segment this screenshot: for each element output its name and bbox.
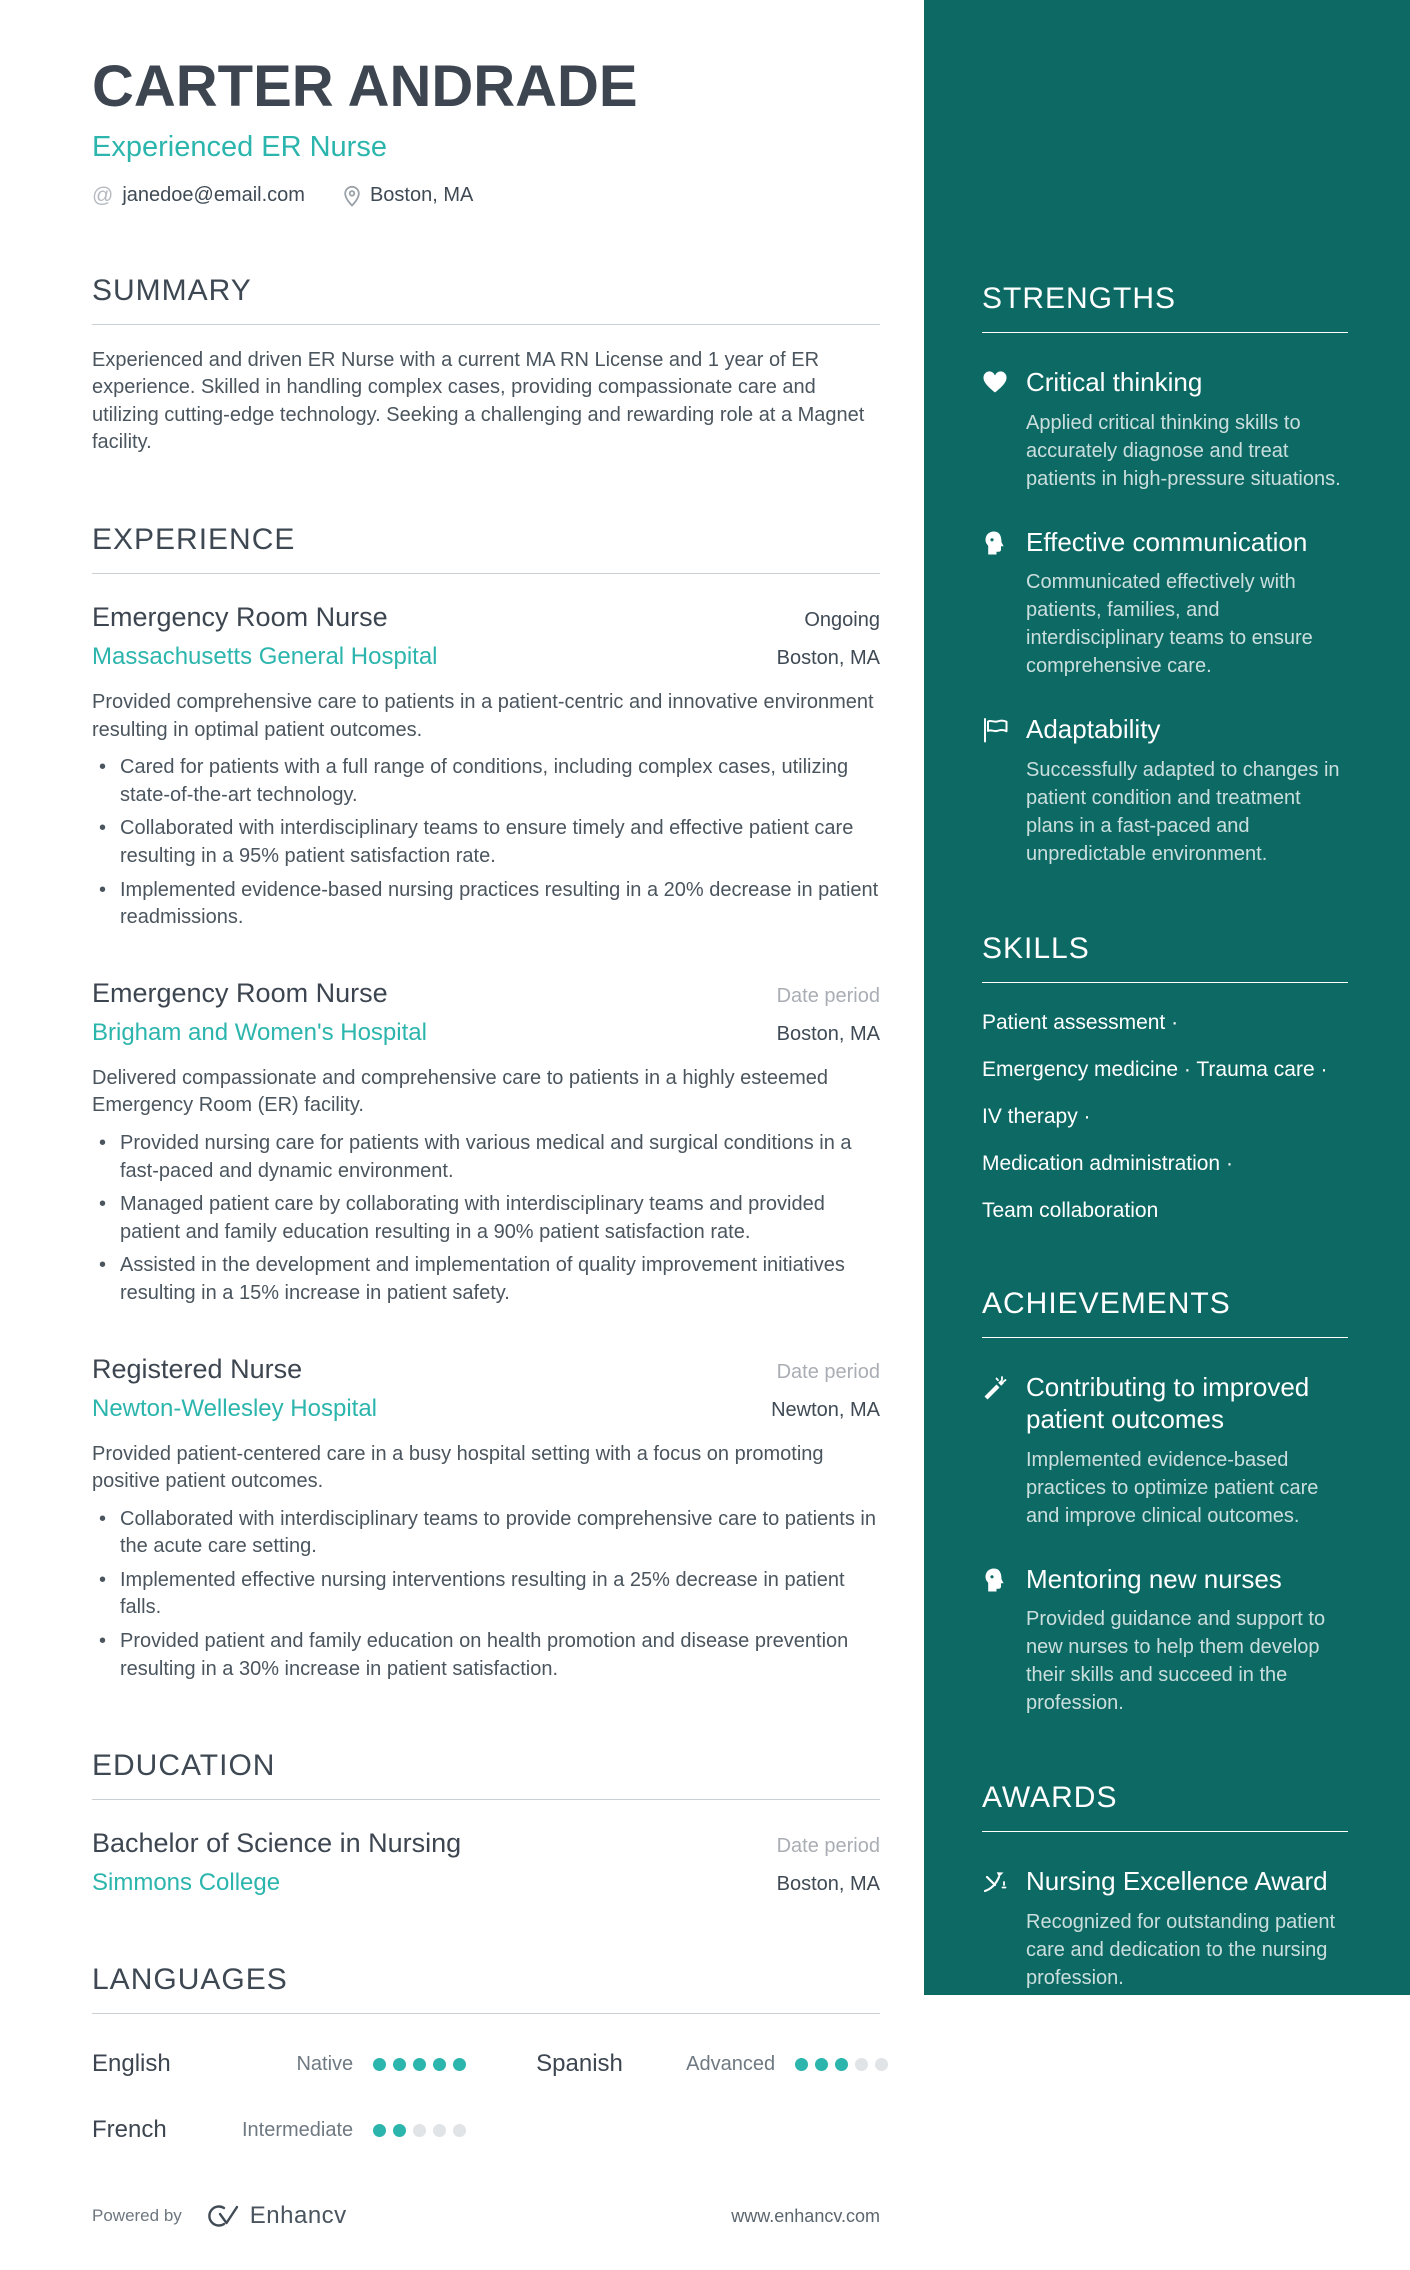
school-name: Simmons College: [92, 1869, 281, 1897]
rating-dot: [855, 2058, 868, 2071]
awards-heading: AWARDS: [982, 1781, 1348, 1832]
award-title: Nursing Excellence Award: [1026, 1866, 1328, 1897]
strengths-heading: STRENGTHS: [982, 282, 1348, 333]
language-level: Intermediate: [242, 2118, 354, 2141]
language-rating-dots: [373, 2124, 466, 2137]
skills-heading: SKILLS: [982, 932, 1348, 983]
job-bullet: • Cared for patients with a full range of conditions, including complex cases, utilizing state-of-the-art technology.: [92, 754, 880, 809]
heart-icon: [982, 367, 1026, 493]
job-bullet-list: [92, 1506, 880, 1684]
language-item-french: [92, 2116, 466, 2144]
award-text: Recognized for outstanding patient care and dedication to the nursing profession.: [1026, 1911, 1336, 1990]
magic-wand-icon: [982, 1372, 1026, 1529]
rating-dot: [433, 2124, 446, 2137]
rating-dot: [875, 2058, 888, 2071]
language-name: French: [92, 2116, 167, 2144]
degree-title: Bachelor of Science in Nursing: [92, 1828, 462, 1859]
rating-dot: [413, 2124, 426, 2137]
language-level: Native: [296, 2052, 354, 2075]
strength-title: Critical thinking: [1026, 367, 1203, 397]
experience-entry-3: [92, 1354, 880, 1684]
strength-text: Applied critical thinking skills to accurately diagnose and treat patients in high-pressure situations.: [1026, 411, 1341, 490]
strength-item-critical-thinking: [982, 367, 1348, 493]
language-name: English: [92, 2050, 171, 2078]
language-rating-dots: [795, 2058, 888, 2071]
job-title: Emergency Room Nurse: [92, 977, 388, 1008]
job-description: Provided patient-centered care in a busy hospital setting with a focus on promoting positive patient outcomes.: [92, 1442, 824, 1493]
job-location: Boston, MA: [776, 1022, 880, 1045]
job-company: Brigham and Women's Hospital: [92, 1018, 427, 1046]
job-head: [92, 978, 880, 1047]
job-bullet: • Collaborated with interdisciplinary teams to provide comprehensive care to patients in the acute care setting.: [92, 1506, 880, 1561]
language-item-english: [92, 2050, 466, 2078]
rating-dot: [453, 2058, 466, 2071]
achievement-item-patient-outcomes: [982, 1372, 1348, 1529]
experience-heading: EXPERIENCE: [92, 523, 880, 574]
achievement-text: Provided guidance and support to new nurses to help them develop their skills and succeed in the profession.: [1026, 1608, 1326, 1715]
rating-dot: [433, 2058, 446, 2071]
strengths-section: [982, 282, 1348, 868]
languages-heading: LANGUAGES: [92, 1963, 880, 2014]
language-level: Advanced: [686, 2052, 776, 2075]
job-bullet: • Implemented effective nursing interventions resulting in a 25% decrease in patient falls.: [92, 1567, 880, 1622]
achievement-title: Contributing to improved patient outcomes: [1026, 1372, 1310, 1434]
summary-section: [92, 274, 880, 457]
rating-dot: [373, 2124, 386, 2137]
job-head: [92, 602, 880, 671]
experience-section: [92, 523, 880, 1683]
location-pin-icon: [343, 185, 361, 207]
education-head: [92, 1828, 880, 1897]
rating-dot: [413, 2058, 426, 2071]
strength-title: Adaptability: [1026, 714, 1161, 745]
job-date: Date period: [776, 984, 880, 1007]
job-bullet: • Collaborated with interdisciplinary teams to ensure timely and effective patient care resulting in a 95% patient satisfaction rate.: [92, 815, 880, 870]
achievement-body: [1026, 1372, 1348, 1529]
experience-entry-2: [92, 978, 880, 1308]
education-location: Boston, MA: [776, 1873, 880, 1896]
skills-section: [982, 932, 1348, 1223]
language-name: Spanish: [536, 2050, 623, 2078]
award-body: [1026, 1866, 1348, 1992]
skill-line: Patient assessment ·: [982, 1011, 1179, 1035]
summary-text: Experienced and driven ER Nurse with a current MA RN License and 1 year of ER experience. Skilled in handling complex cases, providing compassionate care and utilizing cutting-edge technology. Seeking a challenging and rewarding role at a Magnet facility.: [92, 348, 865, 454]
job-description: Delivered compassionate and comprehensive care to patients in a highly esteemed Emergency Room (ER) facility.: [92, 1066, 828, 1117]
job-bullet-list: [92, 754, 880, 932]
job-title: Registered Nurse: [92, 1353, 303, 1384]
job-location: Newton, MA: [771, 1398, 880, 1421]
contact-email[interactable]: [92, 184, 305, 208]
rating-dot: [835, 2058, 848, 2071]
person-title: Experienced ER Nurse: [92, 130, 387, 163]
summary-heading: SUMMARY: [92, 274, 880, 325]
job-description: Provided comprehensive care to patients in a patient-centric and innovative environment resulting in optimal patient outcomes.: [92, 691, 874, 741]
achievement-text: Implemented evidence-based practices to optimize patient care and improve clinical outcomes.: [1026, 1448, 1319, 1527]
education-date: Date period: [776, 1835, 880, 1858]
head-silhouette-icon: [982, 1564, 1026, 1718]
email-at-icon: @: [92, 183, 114, 207]
strength-text: Successfully adapted to changes in patient condition and treatment plans in a fast-paced and unpredictable environment.: [1026, 759, 1340, 866]
languages-section: [92, 1963, 880, 2144]
skills-list: [982, 1011, 1348, 1223]
language-rating-dots: [373, 2058, 466, 2071]
rating-dot: [795, 2058, 808, 2071]
rating-dot: [393, 2058, 406, 2071]
rating-dot: [393, 2124, 406, 2137]
job-date: Ongoing: [804, 609, 880, 631]
strength-item-adaptability: [982, 714, 1348, 868]
job-company: Massachusetts General Hospital: [92, 643, 438, 670]
rating-dot: [373, 2058, 386, 2071]
award-icon: [982, 1866, 1026, 1992]
rating-dot: [453, 2124, 466, 2137]
job-bullet: • Provided patient and family education on health promotion and disease prevention resulting in a 30% increase in patient satisfaction.: [92, 1628, 880, 1683]
job-location: Boston, MA: [776, 647, 880, 669]
person-name: CARTER ANDRADE: [92, 54, 638, 119]
strength-body: [1026, 367, 1348, 493]
awards-section: [982, 1781, 1348, 1992]
achievement-body: [1026, 1564, 1348, 1718]
language-item-spanish: [536, 2050, 888, 2078]
footer: [92, 2202, 880, 2270]
email-text: janedoe@email.com: [122, 184, 305, 207]
achievements-section: [982, 1287, 1348, 1717]
achievements-heading: ACHIEVEMENTS: [982, 1287, 1348, 1338]
contact-location: [343, 184, 473, 207]
education-heading: EDUCATION: [92, 1749, 880, 1800]
strength-title: Effective communication: [1026, 526, 1308, 557]
skill-line: Team collaboration: [982, 1199, 1159, 1223]
enhancv-logo-icon: [198, 2203, 240, 2229]
education-section: [92, 1749, 880, 1897]
experience-entry-1: [92, 602, 880, 932]
achievement-item-mentoring: [982, 1564, 1348, 1718]
skill-line: Emergency medicine · Trauma care ·: [982, 1058, 1328, 1082]
rating-dot: [815, 2058, 828, 2071]
enhancv-site-link[interactable]: www.enhancv.com: [731, 2205, 880, 2226]
enhancv-brand-name: Enhancv: [249, 2202, 347, 2230]
strength-text: Communicated effectively with patients, families, and interdisciplinary teams to ensure comprehensive care.: [1026, 571, 1313, 678]
skill-line: Medication administration ·: [982, 1152, 1233, 1176]
languages-grid: [92, 2050, 880, 2144]
strength-item-effective-communication: [982, 527, 1348, 681]
skill-line: IV therapy ·: [982, 1105, 1091, 1129]
education-entry: [92, 1828, 880, 1897]
head-silhouette-icon: [982, 527, 1026, 681]
flag-icon: [982, 714, 1026, 868]
job-bullet: • Provided nursing care for patients with various medical and surgical conditions in a fast-paced and dynamic environment.: [92, 1130, 880, 1185]
job-date: Date period: [776, 1360, 880, 1383]
powered-by-label: Powered by: [92, 2206, 182, 2226]
strength-body: [1026, 714, 1348, 868]
job-bullet: • Implemented evidence-based nursing practices resulting in a 20% decrease in patient readmissions.: [92, 877, 880, 932]
job-company: Newton-Wellesley Hospital: [92, 1394, 377, 1422]
job-head: [92, 1354, 880, 1423]
award-item-nursing-excellence: [982, 1866, 1348, 1992]
strength-body: [1026, 527, 1348, 681]
location-text: Boston, MA: [369, 184, 474, 207]
sidebar: [924, 0, 1410, 1995]
job-title: Emergency Room Nurse: [92, 602, 388, 632]
job-bullet-list: [92, 1130, 880, 1308]
job-bullet: • Assisted in the development and implementation of quality improvement initiatives resulting in a 15% increase in patient safety.: [92, 1252, 880, 1307]
achievement-title: Mentoring new nurses: [1026, 1563, 1282, 1594]
job-bullet: • Managed patient care by collaborating with interdisciplinary teams and provided patient and family education resulting in a 90% patient satisfaction rate.: [92, 1191, 880, 1246]
contact-row: [92, 184, 880, 208]
